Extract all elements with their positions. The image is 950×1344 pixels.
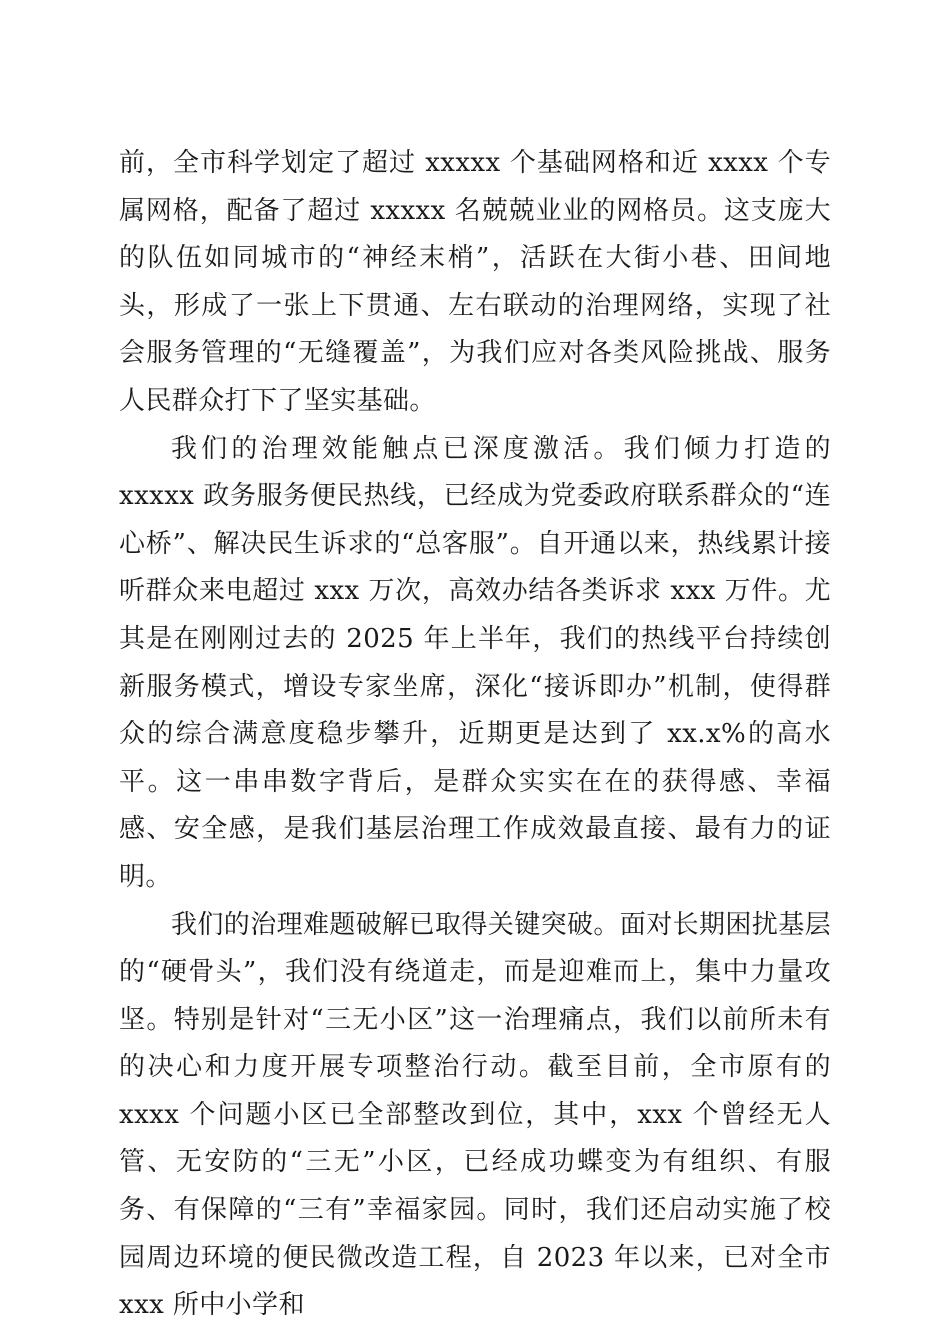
paragraph-1: 前，全市科学划定了超过 xxxxx 个基础网格和近 xxxx 个专属网格，配备了超过 xxxxx 名兢兢业业的网格员。这支庞大的队伍如同城市的“神经末梢”，活跃在大街小巷、田间地头，形成了一张上下贯通、左右联动的治理网络，实现了社会服务管理的“无缝覆盖”，为我们应对各类风险挑战、服务人民群众打下了坚实基础。 [119, 148, 831, 416]
document-body [119, 140, 831, 1330]
paragraph-3: 我们的治理难题破解已取得关键突破。面对长期困扰基层的“硬骨头”，我们没有绕道走，而是迎难而上，集中力量攻坚。特别是针对“三无小区”这一治理痛点，我们以前所未有的决心和力度开展专项整治行动。截至目前，全市原有的 xxxx 个问题小区已全部整改到位，其中，xxx 个曾经无人管、无安防的“三无”小区，已经成功蝶变为有组织、有服务、有保障的“三有”幸福家园。同时，我们还启动实施了校园周边环境的便民微改造工程，自 2023 年以来，已对全市 xxx 所中小学和 [119, 909, 832, 1321]
paragraph-2: 我们的治理效能触点已深度激活。我们倾力打造的 xxxxx 政务服务便民热线，已经成为党委政府联系群众的“连心桥”、解决民生诉求的“总客服”。自开通以来，热线累计接听群众来电超过 xxx 万次，高效办结各类诉求 xxx 万件。尤其是在刚刚过去的 2025 年上半年，我们的热线平台持续创新服务模式，增设专家坐席，深化“接诉即办”机制，使得群众的综合满意度稳步攀升，近期更是达到了 xx.x%的高水平。这一串串数字背后，是群众实实在在的获得感、幸福感、安全感，是我们基层治理工作成效最直接、最有力的证明。 [119, 433, 831, 892]
